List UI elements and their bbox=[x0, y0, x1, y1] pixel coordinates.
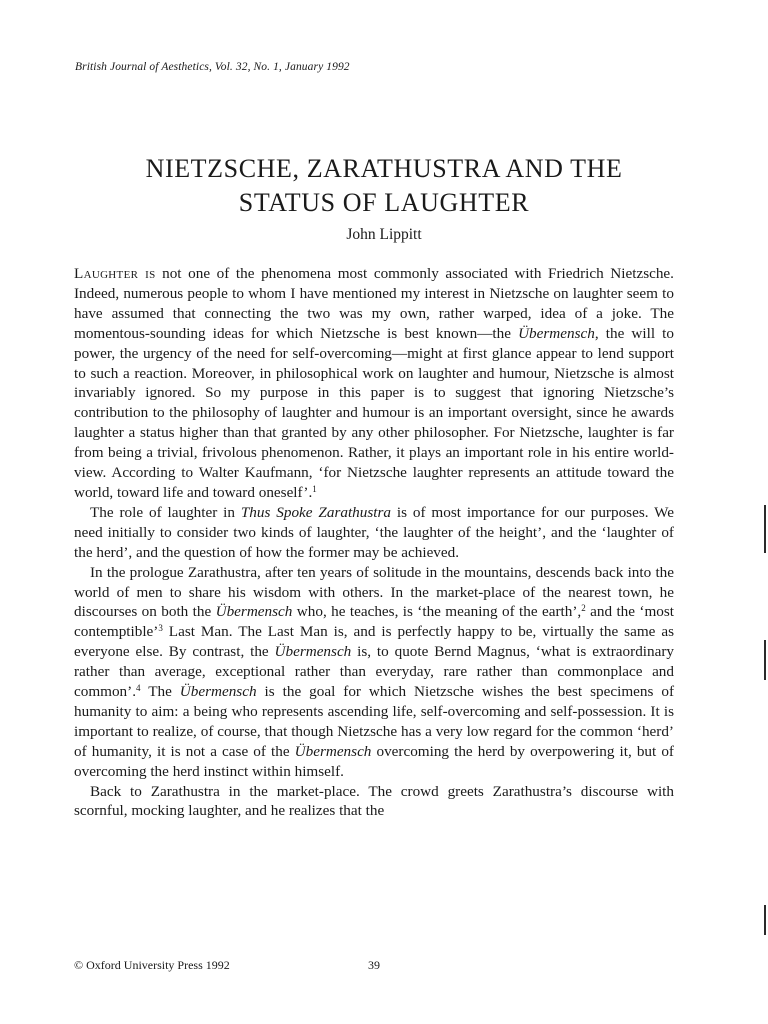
article-title-line-2: STATUS OF LAUGHTER bbox=[238, 188, 530, 217]
paragraph-text: not one of the phenomena most commonly associated with Friedrich Nietzsche. Indeed, numerous people to whom I have mentioned my interest in Nietzsche on laughter seem to have assumed that connecting the two was my own, rather warped, idea of a joke. The momentous-sounding ideas for which Nietzsche is best known—the bbox=[74, 265, 674, 342]
paragraph-text: Last Man. The Last Man is, and is perfectly happy to be, virtually the same as everyone else. By contrast, the bbox=[74, 623, 674, 661]
paragraph-2 bbox=[74, 503, 674, 563]
footnote-ref-3: 3 bbox=[158, 623, 163, 634]
article-title bbox=[40, 152, 728, 220]
paragraph-text: In the prologue Zarathustra, after ten years of solitude in the mountains, descends back into the world of men to share his wisdom with others. In the market-place of the nearest town, he discourses on both the bbox=[74, 563, 674, 621]
footnote-ref-2: 2 bbox=[581, 603, 586, 614]
journal-citation: British Journal of Aesthetics, Vol. 32, No. 1, January 1992 bbox=[75, 61, 350, 73]
scan-edge-mark bbox=[764, 640, 766, 680]
italic-term: Übermensch bbox=[274, 643, 352, 661]
footnote-ref-1: 1 bbox=[312, 483, 317, 494]
article-author: John Lippitt bbox=[346, 226, 422, 243]
paragraph-text: , the will to power, the urgency of the need for self-overcoming—might at first glance appear to lend support to such a reaction. Moreover, in philosophical work on laughter and humour, Nietzsche is almost invariably ignored. So my purpose in this paper is to suggest that ignoring Nietzsche’s contribution to the philosophy of laughter and humour is an important oversight, since he awards laughter a status higher than that granted by any other philosopher. For Nietzsche, laughter is far from being a trivial, frivolous phenomenon. Rather, it plays an important role in his entire world-view. According to Walter Kaufmann, ‘for Nietzsche laughter represents an attitude toward the world, toward life and toward oneself’. bbox=[74, 324, 674, 501]
italic-term: Übermensch bbox=[294, 742, 372, 760]
paragraph-1 bbox=[74, 264, 674, 503]
italic-term: Übermensch bbox=[518, 324, 595, 342]
italic-term: Übermensch bbox=[215, 603, 293, 621]
paragraph-text: is, to quote Bernd Magnus, ‘what is extraordinary rather than average, exceptional rather than everyday, rare rather than commonplace and common’. bbox=[74, 643, 674, 701]
paragraph-4 bbox=[74, 782, 674, 822]
footnote-ref-4: 4 bbox=[136, 683, 141, 694]
paragraph-text: who, he teaches, is ‘the meaning of the earth’, bbox=[292, 603, 582, 621]
italic-term: Übermensch bbox=[179, 683, 257, 701]
paragraph-text: and the ‘most contemptible’ bbox=[74, 603, 674, 641]
article-title-line-1: NIETZSCHE, ZARATHUSTRA AND THE bbox=[145, 154, 623, 183]
book-title: Thus Spoke Zarathustra bbox=[240, 503, 391, 521]
paragraph-3 bbox=[74, 563, 674, 782]
paragraph-text: The role of laughter in bbox=[90, 503, 241, 521]
copyright-notice: © Oxford University Press 1992 bbox=[74, 958, 230, 972]
paragraph-text: is the goal for which Nietzsche wishes the best specimens of humanity to aim: a being who represents ascending life, self-overcoming and self-possession. It is important to realize, of course, that though Nietzsche has a very low regard for the common ‘herd’ of humanity, it is not a case of the bbox=[74, 683, 675, 760]
scan-edge-mark bbox=[764, 505, 766, 553]
paragraph-text: The bbox=[140, 683, 180, 701]
paragraph-text: is of most importance for our purposes. We need initially to consider two kinds of laughter, ‘the laughter of the height’, and the ‘laughter of the herd’, and the question of how the former may be achieved. bbox=[74, 503, 674, 561]
article-body bbox=[74, 264, 674, 821]
paragraph-text: Back to Zarathustra in the market-place. The crowd greets Zarathustra’s discourse with scornful, mocking laughter, and he realizes that the bbox=[74, 782, 674, 820]
paragraph-text: overcoming the herd by overpowering it, but of overcoming the herd instinct within himself. bbox=[74, 742, 674, 780]
lead-in: Laughter is bbox=[74, 265, 156, 282]
scan-edge-mark bbox=[764, 905, 766, 935]
page-number: 39 bbox=[368, 958, 380, 972]
